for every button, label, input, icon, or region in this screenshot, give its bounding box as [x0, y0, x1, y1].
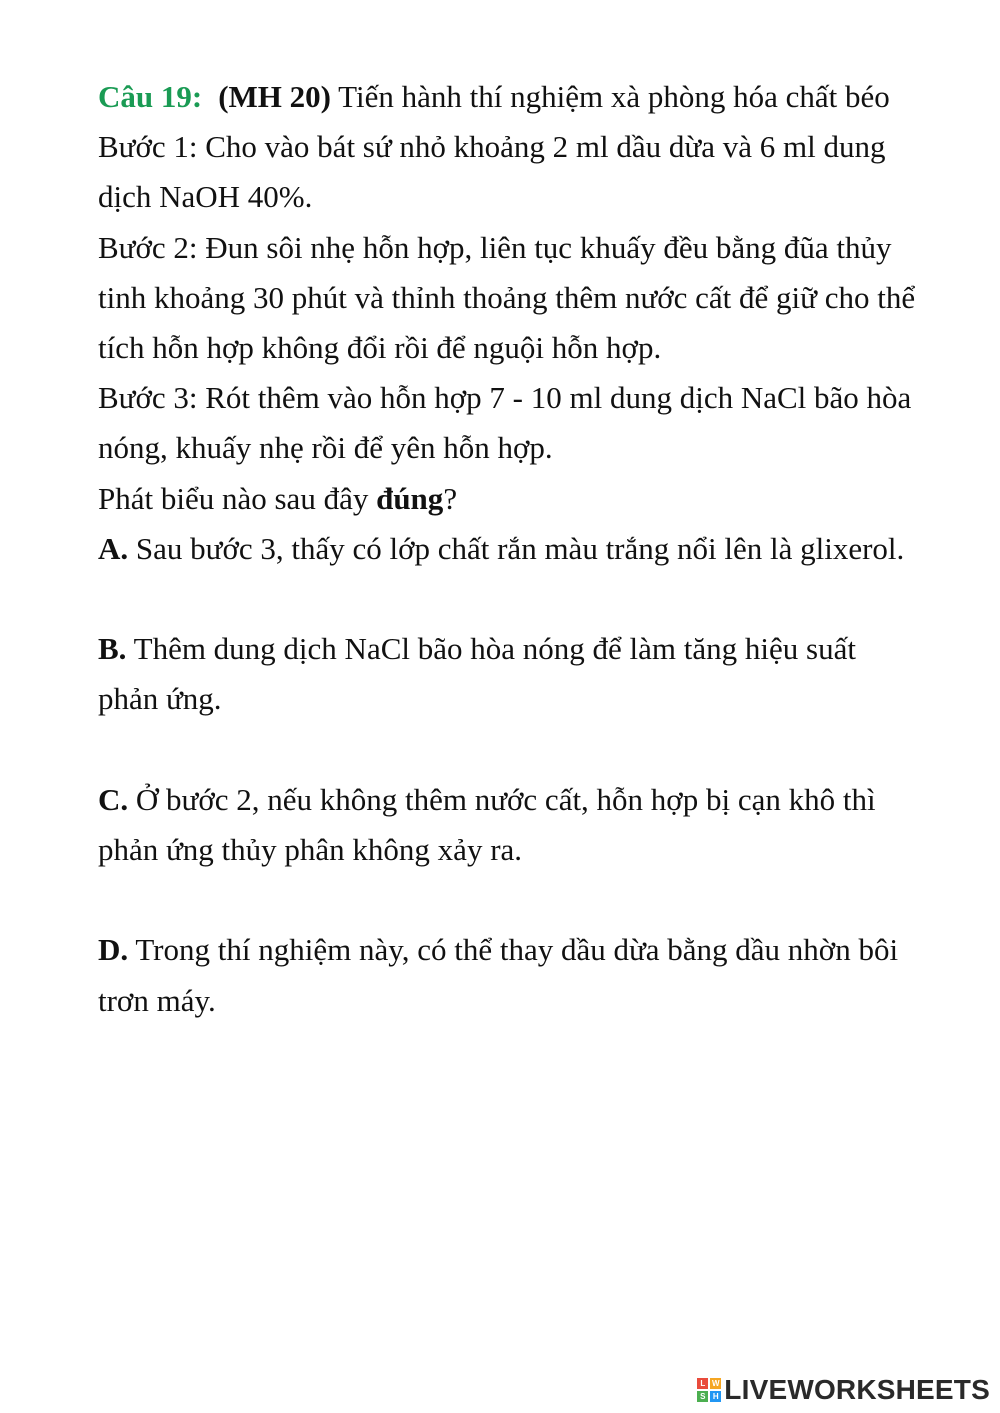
option-letter: A. [98, 530, 129, 566]
option-text: Sau bước 3, thấy có lớp chất rắn màu trắng nổi lên là glixerol. [128, 530, 905, 566]
question-title: Tiến hành thí nghiệm xà phòng hóa chất béo [330, 79, 890, 114]
prompt-text: Phát biểu nào sau đây [98, 480, 377, 516]
spacer [98, 875, 918, 925]
question-prompt [98, 474, 918, 524]
logo-cell: S [697, 1391, 708, 1402]
step-2: Bước 2: Đun sôi nhẹ hỗn hợp, liên tục khuấy đều bằng đũa thủy tinh khoảng 30 phút và thỉnh thoảng thêm nước cất để giữ cho thể tích hỗn hợp không đổi rồi để nguội hỗn hợp. [98, 229, 916, 366]
question-number: Câu 19: [98, 79, 203, 114]
option-a [98, 524, 918, 574]
prompt-end: ? [443, 480, 458, 516]
question-header [98, 72, 918, 122]
step-3: Bước 3: Rót thêm vào hỗn hợp 7 - 10 ml dung dịch NaCl bão hòa nóng, khuấy nhẹ rồi để yên hỗn hợp. [98, 380, 912, 466]
option-text: Trong thí nghiệm này, có thể thay dầu dừa bằng dầu nhờn bôi trơn máy. [98, 932, 899, 1018]
step-1: Bước 1: Cho vào bát sứ nhỏ khoảng 2 ml dầu dừa và 6 ml dung dịch NaOH 40%. [98, 129, 886, 215]
option-text: Thêm dung dịch NaCl bão hòa nóng để làm tăng hiệu suất phản ứng. [98, 631, 856, 717]
prompt-emphasis: đúng [376, 480, 444, 516]
option-text: Ở bước 2, nếu không thêm nước cất, hỗn hợp bị cạn khô thì phản ứng thủy phân không xảy ra. [98, 781, 876, 868]
logo-cell: L [697, 1378, 708, 1389]
option-letter: B. [98, 631, 127, 667]
question-block [98, 72, 918, 1026]
option-letter: D. [98, 932, 129, 968]
logo-cell: W [712, 1379, 720, 1388]
spacer [98, 574, 918, 624]
option-d [98, 925, 918, 1025]
question-source: (MH 20) [218, 79, 331, 114]
logo-cell: H [710, 1391, 721, 1402]
option-letter: C. [98, 781, 129, 817]
brand-name: LIVEWORKSHEETS [724, 1374, 990, 1405]
liveworksheets-logo [697, 1373, 990, 1407]
logo-mark-icon [697, 1378, 721, 1402]
option-c [98, 775, 918, 875]
option-b [98, 624, 918, 724]
spacer [98, 725, 918, 775]
